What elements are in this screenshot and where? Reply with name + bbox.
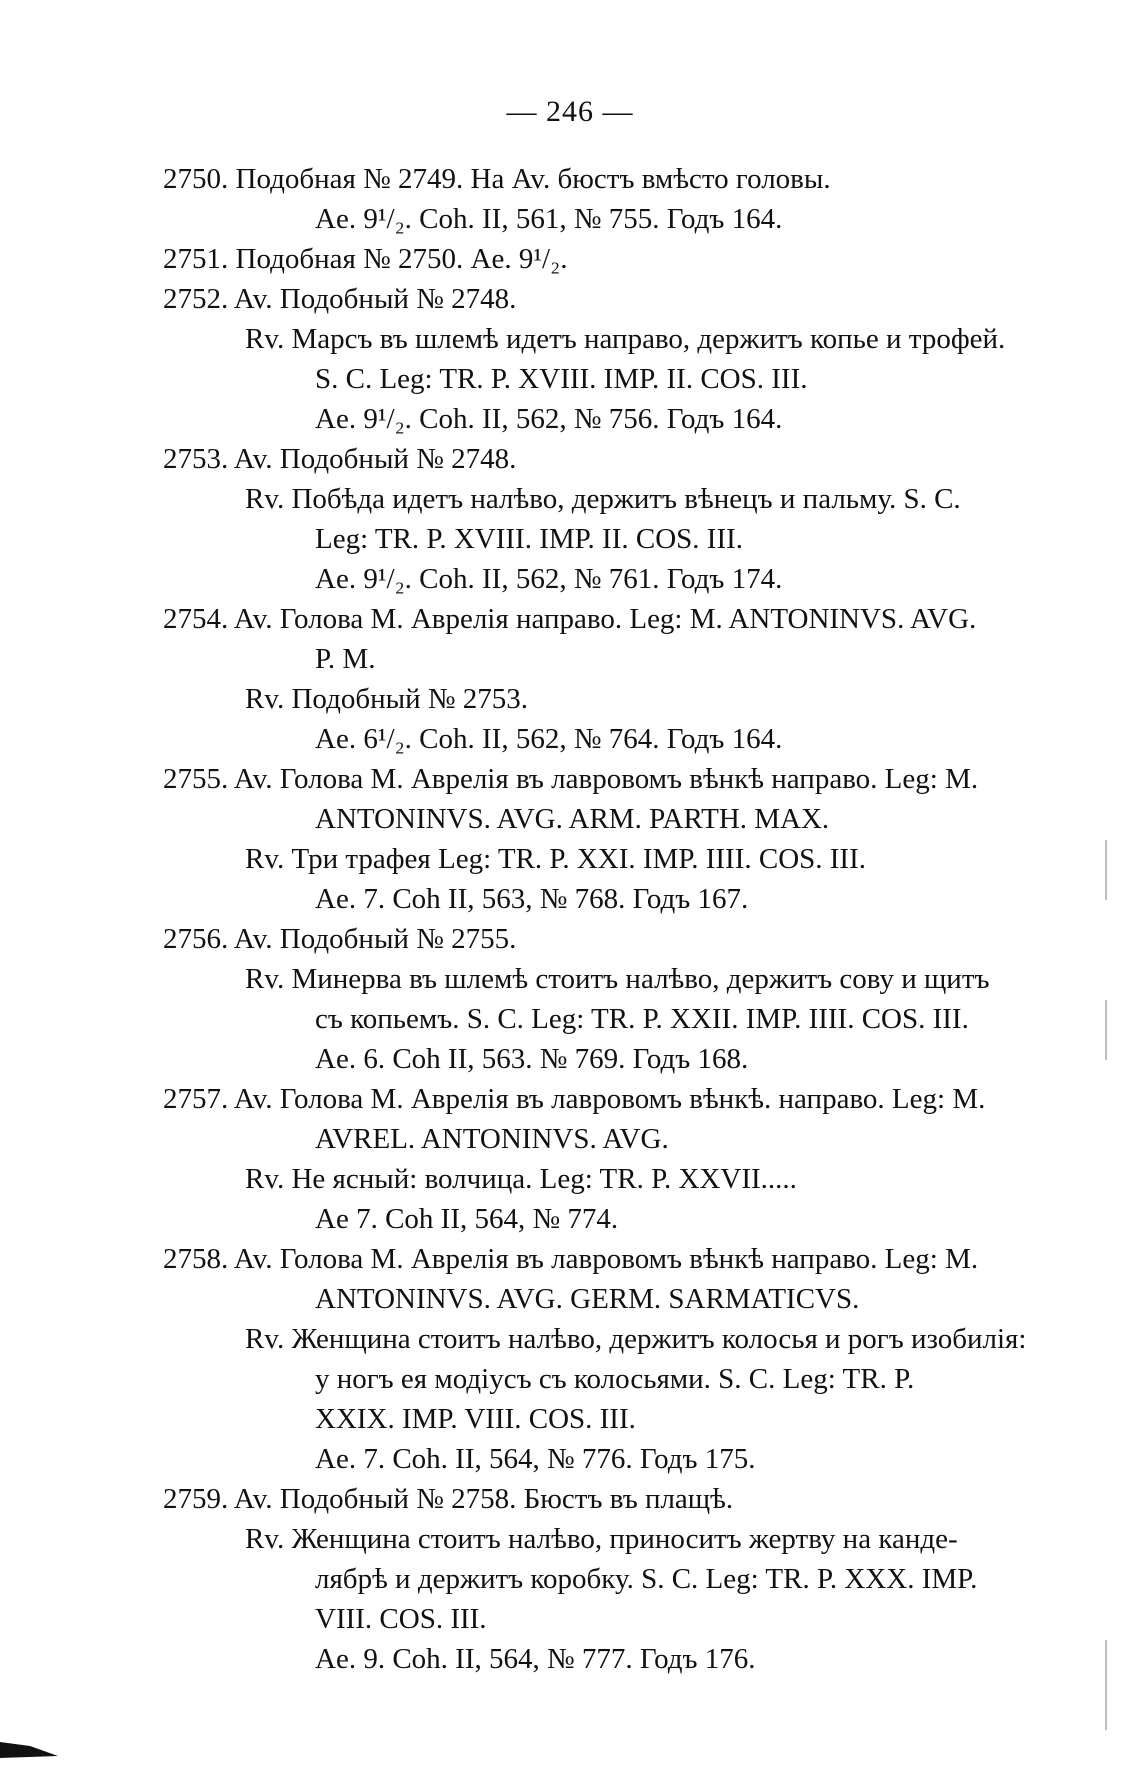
text-line: Ae. 9¹/₂. Coh. II, 562, № 756. Годъ 164.: [315, 403, 783, 435]
text-line: Ae. 9. Coh. II, 564, № 777. Годъ 176.: [315, 1643, 756, 1675]
text-line: съ копьемъ. S. C. Leg: TR. P. XXII. IMP. IIII. COS. III.: [315, 1003, 969, 1035]
scan-corner-mark: [0, 1740, 58, 1758]
text-line: Rv. Марсъ въ шлемѣ идетъ направо, держитъ копье и трофей.: [245, 323, 1006, 355]
text-line: лябрѣ и держитъ коробку. S. C. Leg: TR. P. XXX. IMP.: [315, 1563, 978, 1595]
text-line: 2753. Av. Подобный № 2748.: [163, 443, 517, 475]
text-line: Rv. Подобный № 2753.: [245, 683, 529, 715]
text-line: Rv. Три трафея Leg: TR. P. XXI. IMP. IIII. COS. III.: [245, 843, 866, 875]
text-line: Ae. 6. Coh II, 563. № 769. Годъ 168.: [315, 1043, 749, 1075]
text-line: Ae. 9¹/₂. Coh. II, 562, № 761. Годъ 174.: [315, 563, 783, 595]
text-line: ANTONINVS. AVG. ARM. PARTH. MAX.: [315, 803, 830, 835]
text-line: Ae. 7. Coh II, 563, № 768. Годъ 167.: [315, 883, 749, 915]
text-line: у ногъ ея модіусъ съ колосьями. S. C. Leg: TR. P.: [315, 1363, 915, 1395]
text-line: Rv. Женщина стоитъ налѣво, приноситъ жертву на канде-: [245, 1523, 958, 1555]
text-line: Ae. 7. Coh. II, 564, № 776. Годъ 175.: [315, 1443, 756, 1475]
text-line: Rv. Не ясный: волчица. Leg: TR. P. XXVII.....: [245, 1163, 797, 1195]
text-line: 2757. Av. Голова М. Аврелія въ лавровомъ вѣнкѣ. направо. Leg: M.: [163, 1083, 986, 1115]
text-line: 2754. Av. Голова М. Аврелія направо. Leg: M. ANTONINVS. AVG.: [163, 603, 977, 635]
text-line: P. M.: [315, 643, 376, 675]
text-line: 2756. Av. Подобный № 2755.: [163, 923, 517, 955]
text-line: Ae. 6¹/₂. Coh. II, 562, № 764. Годъ 164.: [315, 723, 783, 755]
scan-edge-line: [1105, 1640, 1107, 1730]
text-line: ANTONINVS. AVG. GERM. SARMATICVS.: [315, 1283, 860, 1315]
text-line: XXIX. IMP. VIII. COS. III.: [315, 1403, 636, 1435]
text-line: 2752. Av. Подобный № 2748.: [163, 283, 517, 315]
text-line: Leg: TR. P. XVIII. IMP. II. COS. III.: [315, 523, 744, 555]
text-line: S. C. Leg: TR. P. XVIII. IMP. II. COS. III.: [315, 363, 808, 395]
scan-edge-line: [1105, 840, 1107, 900]
text-line: 2755. Av. Голова М. Аврелія въ лавровомъ вѣнкѣ направо. Leg: M.: [163, 763, 979, 795]
scan-edge-line: [1105, 1000, 1107, 1060]
text-line: 2750. Подобная № 2749. На Av. бюстъ вмѣсто головы.: [163, 163, 831, 195]
text-line: Rv. Побѣда идетъ налѣво, держитъ вѣнецъ и пальму. S. C.: [245, 483, 961, 515]
text-line: VIII. COS. III.: [315, 1603, 487, 1635]
page-number: — 246 —: [506, 95, 634, 128]
text-line: Ae. 9¹/₂. Coh. II, 561, № 755. Годъ 164.: [315, 203, 783, 235]
text-line: 2751. Подобная № 2750. Ae. 9¹/₂.: [163, 243, 568, 275]
text-line: 2758. Av. Голова М. Аврелія въ лавровомъ вѣнкѣ направо. Leg: M.: [163, 1243, 979, 1275]
text-line: Ae 7. Coh II, 564, № 774.: [315, 1203, 619, 1235]
text-line: Rv. Минерва въ шлемѣ стоитъ налѣво, держитъ сову и щитъ: [245, 963, 990, 995]
text-line: AVREL. ANTONINVS. AVG.: [315, 1123, 669, 1155]
text-line: Rv. Женщина стоитъ налѣво, держитъ колосья и рогъ изобилія:: [245, 1323, 1027, 1355]
text-line: 2759. Av. Подобный № 2758. Бюстъ въ плащѣ.: [163, 1483, 734, 1515]
